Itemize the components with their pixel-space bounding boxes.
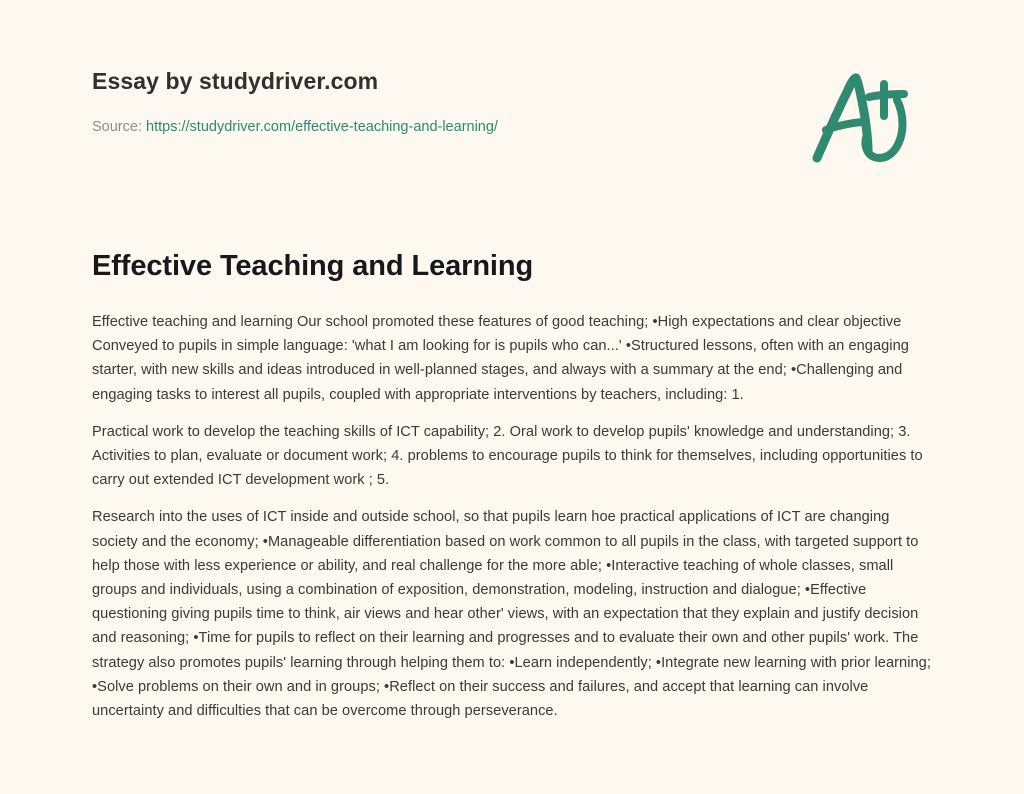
a-plus-logo-icon — [804, 62, 924, 172]
studydriver-logo[interactable] — [804, 62, 924, 172]
source-line — [92, 118, 498, 137]
paragraph: Effective teaching and learning Our school promoted these features of good teaching; •High expectations and clear objective Conveyed to pupils in simple language: 'what I am looking for is pupils who can...' •Structured lessons, often with an engaging starter, with new skills and ideas introduced in well-planned stages, and always with a summary at the end; •Challenging and engaging tasks to interest all pupils, coupled with appropriate interventions by teachers, including: 1. — [92, 314, 909, 403]
page-title: Effective Teaching and Learning — [92, 250, 534, 282]
paragraph: Research into the uses of ICT inside and outside school, so that pupils learn hoe practical applications of ICT are changing society and the economy; •Manageable differentiation based on work common to all pupils in the class, with targeted support to help those with less experience or ability, and real challenge for the more able; •Interactive teaching of whole classes, small groups and individuals, using a combination of exposition, demonstration, modeling, instruction and dialogue; •Effective questioning giving pupils time to think, air views and hear other' views, with an expectation that they explain and justify decision and reasoning; •Time for pupils to reflect on their learning and progresses and to evaluate their own and other pupils' work. The strategy also promotes pupils' learning through helping them to: •Learn independently; •Integrate new learning with prior learning; •Solve problems on their own and in groups; •Reflect on their success and failures, and accept that learning can involve uncertainty and difficulties that can be overcome through perseverance. — [92, 509, 931, 720]
essay-body — [92, 310, 932, 723]
source-label: Source: — [92, 118, 142, 135]
source-url-link[interactable]: https://studydriver.com/effective-teaching-and-learning/ — [146, 118, 498, 135]
header-left-block — [92, 68, 498, 136]
page-header — [92, 68, 932, 178]
paragraph: Practical work to develop the teaching skills of ICT capability; 2. Oral work to develop pupils' knowledge and understanding; 3. Activities to plan, evaluate or document work; 4. problems to encourage pupils to think for themselves, including opportunities to carry out extended ICT development work ; 5. — [92, 423, 923, 489]
byline: Essay by studydriver.com — [92, 68, 379, 94]
